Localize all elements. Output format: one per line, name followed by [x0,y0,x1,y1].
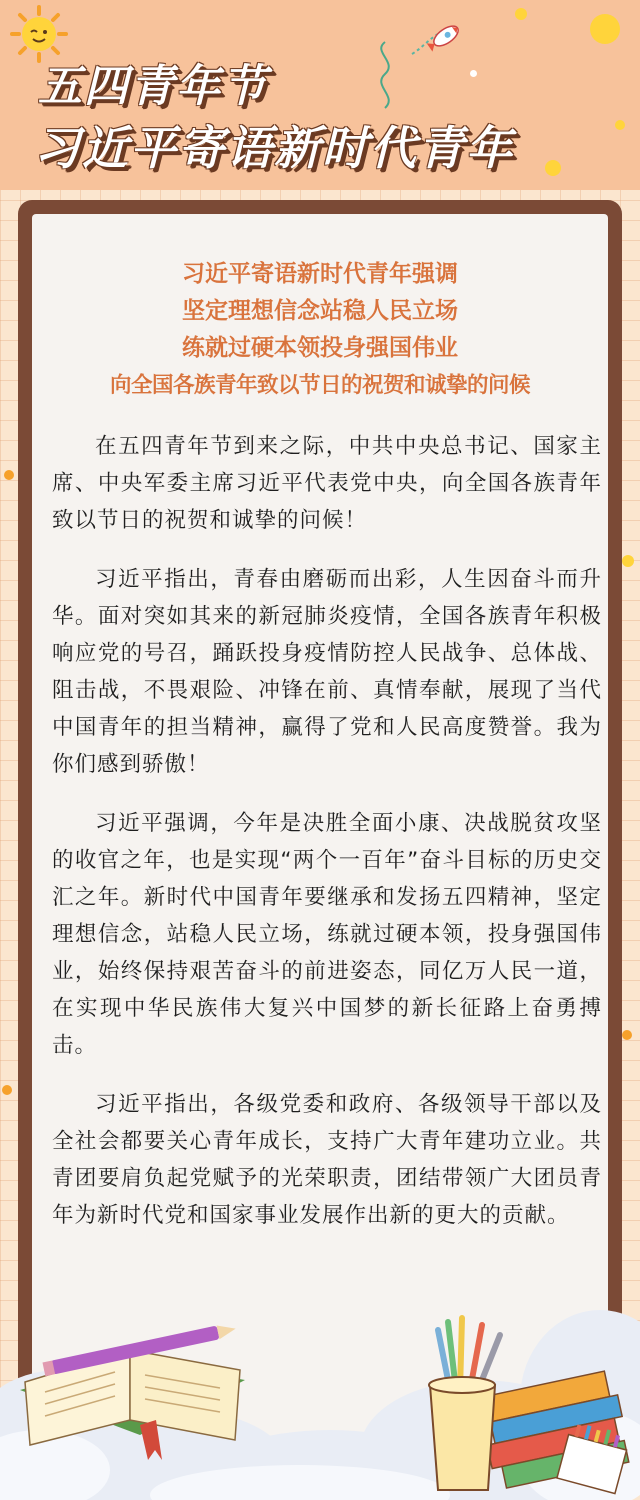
dot-decoration [615,120,625,130]
headline-line: 练就过硬本领投身强国伟业 [182,335,458,361]
dot-decoration [590,14,620,44]
dot-decoration [470,70,477,77]
headline-line: 习近平寄语新时代青年强调 [182,261,458,287]
header-banner [0,0,640,190]
dot-decoration [622,1030,632,1040]
swirl-decoration [370,40,400,110]
dot-decoration [4,470,14,480]
dot-decoration [2,1085,12,1095]
dot-decoration [545,160,561,176]
pencil-cup-illustration [420,1310,640,1500]
page-title-line2: 习近平寄语新时代青年 [34,121,514,175]
article-paragraph: 习近平强调，今年是决胜全面小康、决战脱贫攻坚的收官之年，也是实现“两个一百年”奋斗目标的历史交汇之年。新时代中国青年要继承和发扬五四精神，坚定理想信念，站稳人民立场，练就过硬本领，投身强国伟业，始终保持艰苦奋斗的前进姿态，同亿万人民一道，在实现中华民族伟大复兴中国梦的新长征路上奋勇搏击。 [52,811,602,1058]
article-paragraph: 在五四青年节到来之际，中共中央总书记、国家主席、中央军委主席习近平代表党中央，向全国各族青年致以节日的祝贺和诚挚的问候！ [52,434,602,533]
rocket-icon [408,18,464,62]
dot-decoration [622,555,634,567]
dot-decoration [515,8,527,20]
headline-line: 向全国各族青年致以节日的祝贺和诚挚的问候 [109,373,530,398]
book-illustration [10,1320,260,1470]
headline-line: 坚定理想信念站稳人民立场 [182,298,458,324]
article-paragraph: 习近平指出，各级党委和政府、各级领导干部以及全社会都要关心青年成长，支持广大青年建功立业。共青团要肩负起党赋予的光荣职责，团结带领广大团员青年为新时代党和国家事业发展作出新的更大的贡献。 [52,1092,602,1228]
headline-block [32,256,608,404]
article-paragraph: 习近平指出，青春由磨砺而出彩，人生因奋斗而升华。面对突如其来的新冠肺炎疫情，全国各族青年积极响应党的号召，踊跃投身疫情防控人民战争、总体战、阻击战，不畏艰险、冲锋在前、真情奉献，展现了当代中国青年的担当精神，赢得了党和人民高度赞誉。我为你们感到骄傲！ [52,567,602,777]
article-body [52,428,602,1256]
page-title-line1: 五四青年节 [38,61,268,112]
